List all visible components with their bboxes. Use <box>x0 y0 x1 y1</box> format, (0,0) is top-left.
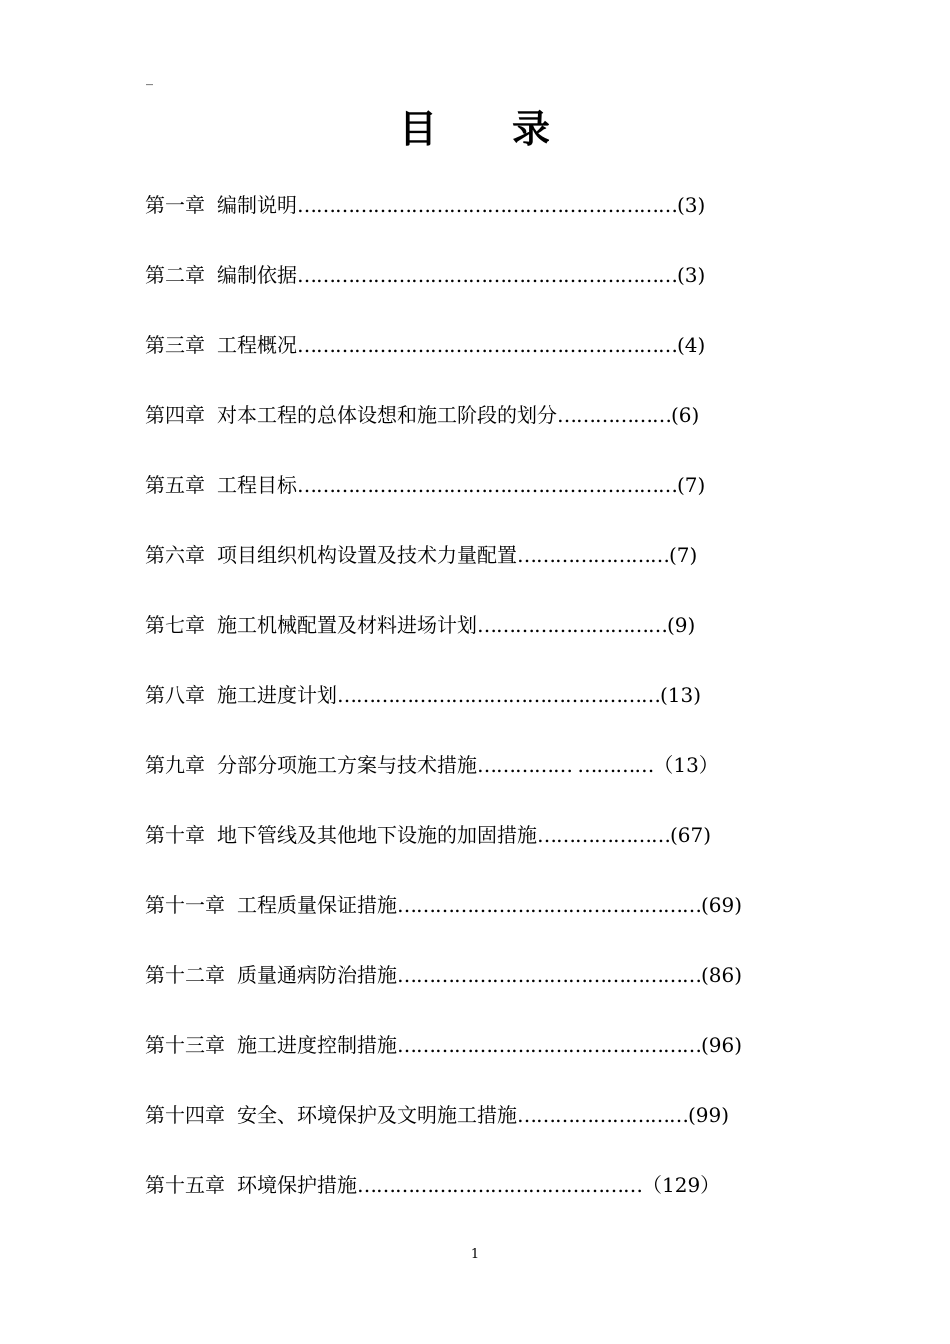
toc-page-number: (3) <box>677 193 706 217</box>
toc-leader-dots: …………………………………………………… <box>297 263 677 287</box>
title-char-left: 目 <box>398 106 438 151</box>
toc-leader-dots: ………………………………………… <box>397 963 701 987</box>
toc-chapter-number: 第二章 <box>145 263 205 287</box>
toc-page-number: (69) <box>701 893 743 917</box>
toc-page-number: （129） <box>642 1173 721 1197</box>
toc-leader-dots: ………………… <box>537 823 670 847</box>
toc-chapter-title: 工程质量保证措施 <box>237 893 397 917</box>
page-title <box>0 104 950 154</box>
toc-entry[interactable] <box>145 468 705 502</box>
toc-leader-dots: …………… ………… <box>477 753 654 777</box>
toc-leader-dots: …………………………………………………… <box>297 193 677 217</box>
toc-chapter-title: 环境保护措施 <box>237 1173 357 1197</box>
toc-page-number: (9) <box>667 613 696 637</box>
toc-chapter-title: 编制依据 <box>217 263 297 287</box>
toc-page-number: (96) <box>701 1033 743 1057</box>
toc-entry[interactable] <box>145 398 699 432</box>
toc-entry[interactable] <box>145 328 705 362</box>
toc-entry[interactable] <box>145 538 697 572</box>
toc-chapter-title: 施工机械配置及材料进场计划 <box>217 613 477 637</box>
corner-mark: _ <box>146 70 153 86</box>
toc-chapter-title: 工程概况 <box>217 333 297 357</box>
toc-entry[interactable] <box>145 1168 720 1202</box>
toc-entry[interactable] <box>145 1098 729 1132</box>
toc-leader-dots: ………………………………………… <box>397 893 701 917</box>
toc-leader-dots: …………………………………………… <box>337 683 660 707</box>
toc-chapter-number: 第十四章 <box>145 1103 225 1127</box>
toc-leader-dots: ………………………… <box>477 613 667 637</box>
toc-chapter-number: 第十三章 <box>145 1033 225 1057</box>
toc-chapter-title: 对本工程的总体设想和施工阶段的划分 <box>217 403 557 427</box>
toc-entry[interactable] <box>145 958 742 992</box>
toc-page-number: (67) <box>670 823 712 847</box>
toc-chapter-number: 第六章 <box>145 543 205 567</box>
toc-page-number: (4) <box>677 333 706 357</box>
toc-page-number: (3) <box>677 263 706 287</box>
toc-chapter-number: 第三章 <box>145 333 205 357</box>
toc-chapter-number: 第十二章 <box>145 963 225 987</box>
toc-entry[interactable] <box>145 608 695 642</box>
toc-entry[interactable] <box>145 678 701 712</box>
toc-chapter-number: 第五章 <box>145 473 205 497</box>
toc-leader-dots: ………………………………………… <box>397 1033 701 1057</box>
toc-entry[interactable] <box>145 818 711 852</box>
page-number: 1 <box>470 1247 480 1262</box>
toc-chapter-title: 分部分项施工方案与技术措施 <box>217 753 477 777</box>
toc-leader-dots: …………………… <box>517 543 669 567</box>
toc-chapter-number: 第四章 <box>145 403 205 427</box>
toc-chapter-number: 第十五章 <box>145 1173 225 1197</box>
toc-chapter-title: 施工进度控制措施 <box>237 1033 397 1057</box>
toc-chapter-number: 第七章 <box>145 613 205 637</box>
toc-chapter-number: 第十一章 <box>145 893 225 917</box>
toc-entry[interactable] <box>145 258 705 292</box>
toc-chapter-number: 第九章 <box>145 753 205 777</box>
toc-page-number: (7) <box>677 473 706 497</box>
toc-chapter-number: 第十章 <box>145 823 205 847</box>
toc-leader-dots: …………………………………………………… <box>297 473 677 497</box>
toc-chapter-title: 地下管线及其他地下设施的加固措施 <box>217 823 537 847</box>
toc-entry[interactable] <box>145 188 705 222</box>
toc-entry[interactable] <box>145 748 719 782</box>
toc-page-number: (99) <box>688 1103 730 1127</box>
toc-entry[interactable] <box>145 888 742 922</box>
title-char-right: 录 <box>512 106 552 151</box>
toc-chapter-title: 质量通病防治措施 <box>237 963 397 987</box>
toc-leader-dots: ……………………………………… <box>357 1173 642 1197</box>
toc-page-number: (7) <box>669 543 698 567</box>
toc-chapter-number: 第八章 <box>145 683 205 707</box>
toc-chapter-title: 工程目标 <box>217 473 297 497</box>
toc-chapter-title: 编制说明 <box>217 193 297 217</box>
toc-chapter-title: 安全、环境保护及文明施工措施 <box>237 1103 517 1127</box>
toc-chapter-title: 施工进度计划 <box>217 683 337 707</box>
toc-page-number: (6) <box>671 403 700 427</box>
toc-leader-dots: ……………………… <box>517 1103 688 1127</box>
toc-page-number: (13) <box>660 683 702 707</box>
toc-page-number: (86) <box>701 963 743 987</box>
toc-leader-dots: …………………………………………………… <box>297 333 677 357</box>
toc-leader-dots: ……………… <box>557 403 671 427</box>
toc-entry[interactable] <box>145 1028 742 1062</box>
toc-page-number: （13） <box>653 753 719 777</box>
toc-chapter-title: 项目组织机构设置及技术力量配置 <box>217 543 517 567</box>
toc-chapter-number: 第一章 <box>145 193 205 217</box>
